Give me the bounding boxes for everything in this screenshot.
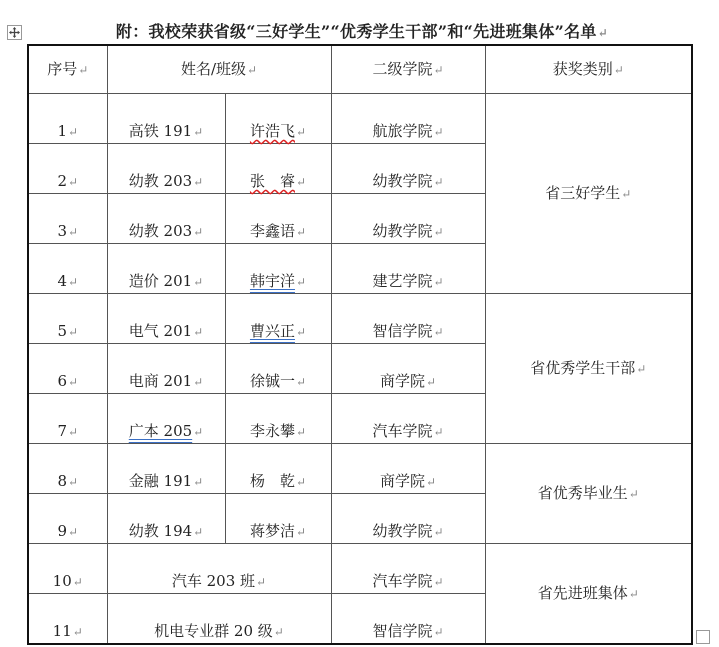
header-index: 序号↵ [28,45,107,94]
cell-class: 幼教 194↵ [107,494,225,544]
cell-index: 1↵ [28,94,107,144]
cell-name: 韩宇洋↵ [225,244,331,294]
header-name-class: 姓名/班级↵ [107,45,331,94]
document-title: 附：我校荣获省级“三好学生”“优秀学生干部”和“先进班集体”名单↵ [115,22,609,41]
cell-index: 10↵ [28,544,107,594]
cell-college: 幼教学院↵ [331,194,485,244]
cell-award-biye: 省优秀毕业生↵ [485,444,692,544]
table-resize-handle[interactable] [696,630,710,644]
cell-award-ganbu: 省优秀学生干部↵ [485,294,692,444]
move-icon [9,27,20,38]
cell-class: 幼教 203↵ [107,144,225,194]
cell-college: 汽车学院↵ [331,544,485,594]
cell-name: 张 睿↵ [225,144,331,194]
cell-class-merged: 汽车 203 班↵ [107,544,331,594]
cell-college: 幼教学院↵ [331,494,485,544]
table-row [28,444,692,494]
cell-college: 商学院↵ [331,444,485,494]
cell-class: 高铁 191↵ [107,94,225,144]
cell-class: 电商 201↵ [107,344,225,394]
cell-index: 4↵ [28,244,107,294]
cell-name: 徐铖一↵ [225,344,331,394]
cell-college: 智信学院↵ [331,594,485,645]
cell-class-merged: 机电专业群 20 级↵ [107,594,331,645]
cell-college: 商学院↵ [331,344,485,394]
cell-name: 杨 乾↵ [225,444,331,494]
cell-college: 航旅学院↵ [331,94,485,144]
cell-index: 9↵ [28,494,107,544]
cell-class: 电气 201↵ [107,294,225,344]
cell-name: 李鑫语↵ [225,194,331,244]
cell-class: 金融 191↵ [107,444,225,494]
cell-index: 6↵ [28,344,107,394]
header-award: 获奖类别↵ [485,45,692,94]
cell-index: 3↵ [28,194,107,244]
cell-college: 智信学院↵ [331,294,485,344]
table-move-handle[interactable] [7,25,22,40]
cell-college: 建艺学院↵ [331,244,485,294]
cell-index: 2↵ [28,144,107,194]
table-row [28,294,692,344]
table-row [28,544,692,594]
cell-name: 曹兴正↵ [225,294,331,344]
cell-class: 幼教 203↵ [107,194,225,244]
cell-class: 广本 205↵ [107,394,225,444]
cell-name: 许浩飞↵ [225,94,331,144]
cell-name: 李永攀↵ [225,394,331,444]
cell-index: 7↵ [28,394,107,444]
header-college: 二级学院↵ [331,45,485,94]
cell-class: 造价 201↵ [107,244,225,294]
table-header-row [28,45,692,94]
cell-college: 幼教学院↵ [331,144,485,194]
cell-college: 汽车学院↵ [331,394,485,444]
cell-index: 11↵ [28,594,107,645]
table-row [28,94,692,144]
paragraph-mark: ↵ [597,26,609,40]
cell-index: 8↵ [28,444,107,494]
cell-index: 5↵ [28,294,107,344]
cell-name: 蒋梦洁↵ [225,494,331,544]
cell-award-sanhao: 省三好学生↵ [485,94,692,294]
cell-award-banji: 省先进班集体↵ [485,544,692,645]
award-list-table [27,44,693,645]
